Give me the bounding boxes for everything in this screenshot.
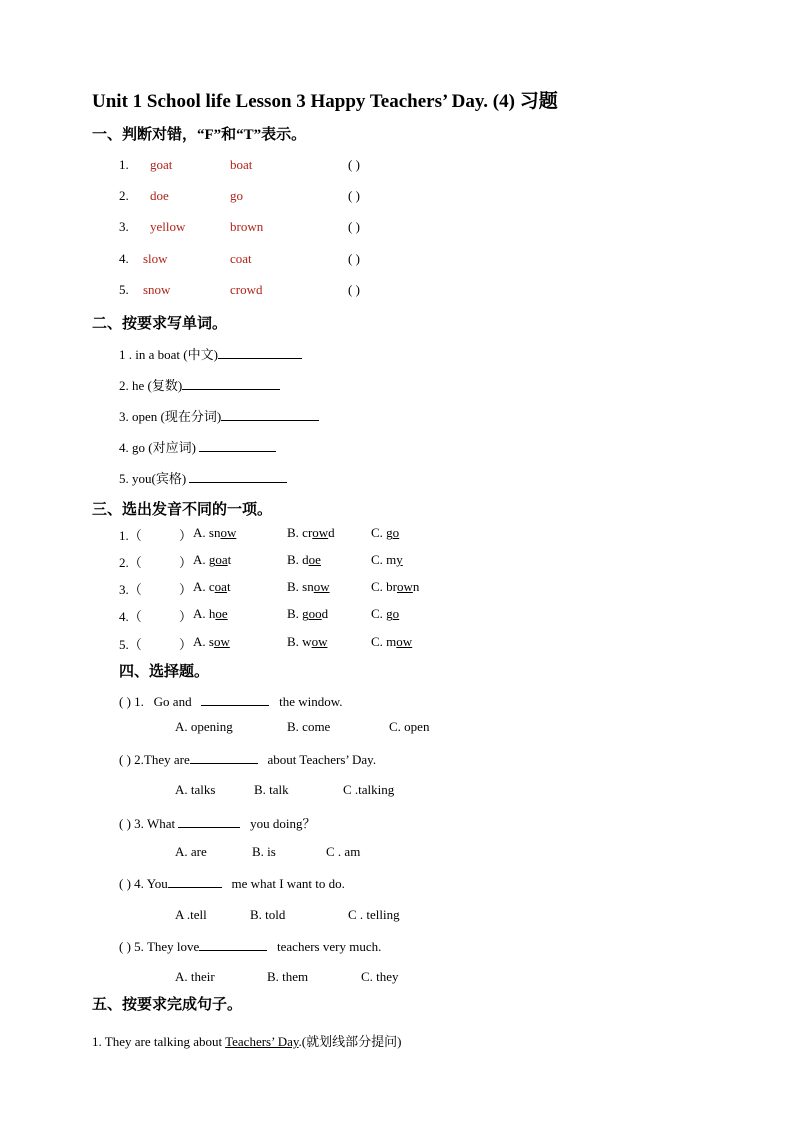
question-text-before: What (146, 816, 176, 831)
s3-option-c[interactable]: C. go (371, 525, 400, 540)
s1-answer-paren[interactable]: ( ) (348, 188, 360, 203)
section1-heading: 一、判断对错，“F”和“T”表示。 (92, 127, 307, 143)
s3-paren-close: ） (179, 582, 193, 597)
s1-word-a: snow (143, 282, 171, 297)
question-num: 5. (134, 939, 144, 954)
s3-paren-close: ） (179, 637, 193, 652)
option-a[interactable]: A. their (175, 969, 215, 984)
s1-word-a: doe (150, 188, 169, 203)
s3-option-c[interactable]: C. go (371, 606, 400, 621)
s2-item-text: 2. he (复数) (119, 378, 183, 393)
answer-blank[interactable] (201, 693, 269, 706)
s2-item-text: 1 . in a boat (中文) (119, 347, 218, 362)
s1-item-num: 4. (119, 251, 129, 266)
question-text-after: you doing？ (250, 816, 316, 831)
s3-option-a[interactable]: A. hoe (193, 606, 228, 621)
s3-option-b[interactable]: B. snow (287, 579, 330, 594)
s3-option-a[interactable]: A. coat (193, 579, 231, 594)
s3-option-c[interactable]: C. my (371, 552, 403, 567)
s3-paren-close: ） (179, 609, 193, 624)
s3-option-b[interactable]: B. crowd (287, 525, 335, 540)
s2-item (119, 406, 319, 425)
s3-option-a[interactable]: A. goat (193, 552, 232, 567)
s1-answer-paren[interactable]: ( ) (348, 251, 360, 266)
option-a[interactable]: A. talks (175, 782, 216, 797)
s5-underlined-part: Teachers’ Day (225, 1034, 299, 1049)
s3-option-b[interactable]: B. good (287, 606, 329, 621)
section5-heading: 五、按要求完成句子。 (92, 997, 243, 1013)
answer-blank[interactable] (218, 346, 302, 359)
s1-item-num: 3. (119, 219, 129, 234)
s1-word-b: boat (230, 157, 253, 172)
s5-item (92, 1031, 401, 1050)
s3-item-num[interactable]: 1.（ (119, 528, 142, 543)
mc-question (119, 751, 376, 768)
s1-word-b: coat (230, 251, 252, 266)
s3-option-c[interactable]: C. brown (371, 579, 420, 594)
answer-paren[interactable]: ( ) (119, 816, 131, 831)
s1-word-a: goat (150, 157, 173, 172)
question-text-after: the window. (279, 694, 343, 709)
question-text-after: about Teachers’ Day. (267, 752, 377, 767)
s1-answer-paren[interactable]: ( ) (348, 219, 360, 234)
answer-blank[interactable] (178, 815, 240, 828)
question-num: 1. (134, 694, 144, 709)
answer-blank[interactable] (182, 377, 280, 390)
option-b[interactable]: B. talk (254, 782, 289, 797)
question-text-before: Go and (153, 694, 192, 709)
option-c[interactable]: C .talking (343, 782, 395, 797)
s1-item-num: 2. (119, 188, 129, 203)
section4-heading: 四、选择题。 (119, 664, 210, 680)
s3-item-num[interactable]: 3.（ (119, 582, 142, 597)
question-text-before: They love (146, 939, 200, 954)
answer-paren[interactable]: ( ) (119, 694, 131, 709)
mc-question (119, 938, 381, 955)
answer-blank[interactable] (199, 439, 276, 452)
option-c[interactable]: C . telling (348, 907, 400, 922)
option-b[interactable]: B. is (252, 844, 276, 859)
option-c[interactable]: C. open (389, 719, 430, 734)
s2-item-text: 3. open (现在分词) (119, 409, 222, 424)
s3-option-b[interactable]: B. doe (287, 552, 321, 567)
question-text-before: You (146, 876, 168, 891)
s3-option-a[interactable]: A. snow (193, 525, 237, 540)
option-a[interactable]: A .tell (175, 907, 207, 922)
s1-item-num: 1. (119, 157, 129, 172)
s1-word-b: crowd (230, 282, 263, 297)
s2-item-text: 5. you(宾格) (119, 471, 190, 486)
s3-item-num[interactable]: 4.（ (119, 609, 142, 624)
answer-blank[interactable] (190, 751, 258, 764)
s1-word-b: go (230, 188, 243, 203)
section2-heading: 二、按要求写单词。 (92, 316, 228, 332)
s1-word-a: slow (143, 251, 168, 266)
option-a[interactable]: A. are (175, 844, 207, 859)
option-a[interactable]: A. opening (175, 719, 233, 734)
s2-item (119, 468, 287, 487)
s1-word-b: brown (230, 219, 264, 234)
s1-word-a: yellow (150, 219, 186, 234)
answer-blank[interactable] (168, 875, 222, 888)
option-b[interactable]: B. them (267, 969, 309, 984)
s3-item-num[interactable]: 2.（ (119, 555, 142, 570)
question-text-before: They are (143, 752, 190, 767)
page-title: Unit 1 School life Lesson 3 Happy Teachers’ Day. (4) 习题 (92, 91, 558, 112)
s1-answer-paren[interactable]: ( ) (348, 157, 360, 172)
question-text-after: me what I want to do. (231, 876, 345, 891)
option-b[interactable]: B. told (250, 907, 286, 922)
mc-question (119, 693, 343, 710)
answer-blank[interactable] (199, 938, 267, 951)
s3-option-b[interactable]: B. wow (287, 634, 328, 649)
s3-paren-close: ） (179, 555, 193, 570)
question-num: 3. (134, 816, 144, 831)
question-num: 4. (134, 876, 144, 891)
answer-blank[interactable] (189, 470, 287, 483)
s3-item-num[interactable]: 5.（ (119, 637, 142, 652)
answer-paren[interactable]: ( ) (119, 752, 131, 767)
option-c[interactable]: C. they (361, 969, 399, 984)
question-text-after: teachers very much. (277, 939, 382, 954)
s1-item-num: 5. (119, 282, 129, 297)
s3-paren-close: ） (179, 528, 193, 543)
mc-question (119, 875, 345, 892)
s3-option-c[interactable]: C. mow (371, 634, 413, 649)
option-c[interactable]: C . am (326, 844, 361, 859)
s3-option-a[interactable]: A. sow (193, 634, 230, 649)
section3-heading: 三、选出发音不同的一项。 (92, 502, 273, 518)
s5-item-text: 1. They are talking about (92, 1034, 226, 1049)
s5-item-instruction: .(就划线部分提问) (298, 1034, 402, 1049)
answer-blank[interactable] (221, 408, 319, 421)
s2-item (119, 344, 302, 363)
option-b[interactable]: B. come (287, 719, 331, 734)
answer-paren[interactable]: ( ) (119, 876, 131, 891)
s2-item-text: 4. go (对应词) (119, 440, 200, 455)
s2-item (119, 437, 276, 456)
mc-question (119, 813, 315, 832)
question-num: 2. (134, 752, 144, 767)
s2-item (119, 375, 280, 394)
answer-paren[interactable]: ( ) (119, 939, 131, 954)
s1-answer-paren[interactable]: ( ) (348, 282, 360, 297)
